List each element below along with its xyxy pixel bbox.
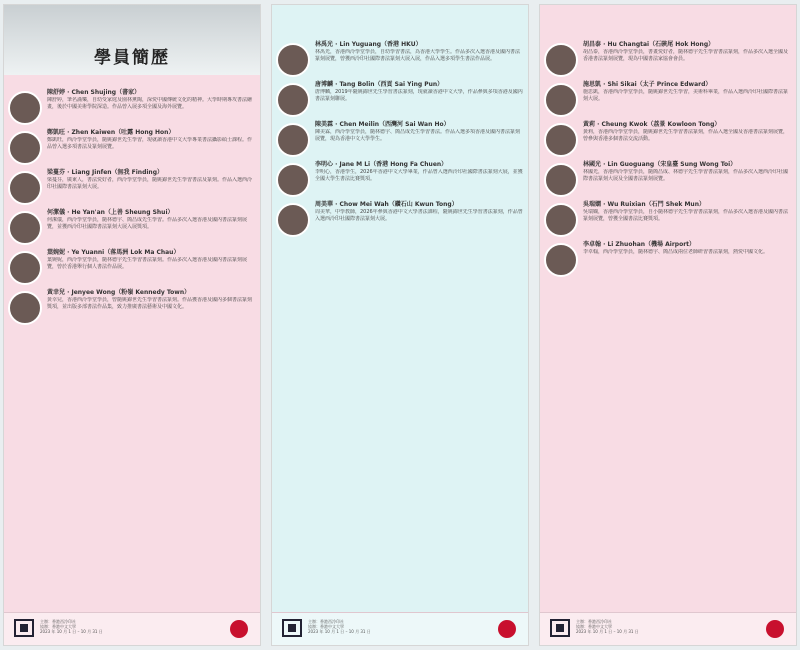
student-name: 林禹光 · Lin Yuguang（香港 HKU） xyxy=(315,41,422,48)
avatar xyxy=(8,211,42,245)
student-bio: 鄭凱旺，西泠學堂學員，隨姚錦世先生學習，現就讀香港中文大學專業書法攝影碩士課程。作品曾入選多項書法及篆刻展覽。 xyxy=(47,137,253,150)
poster-footer xyxy=(540,612,796,645)
footer-text: 主辦：香港西泠印社 協辦：香港中文大學 2023 年 10 月 1 日 – 10 月 31 日 xyxy=(576,619,639,634)
avatar xyxy=(8,91,42,125)
student-bio: 黃莉，香港西泠學堂學員，隨姚錦世先生學習書法篆刻，作品入選全國及香港書法篆刻展覽，曾參與香港多個書法交流活動。 xyxy=(583,129,789,142)
footer-text: 主辦：香港西泠印社 協辦：香港中文大學 2023 年 10 月 1 日 – 10 月 31 日 xyxy=(40,619,103,634)
avatar xyxy=(8,131,42,165)
avatar xyxy=(8,251,42,285)
student-name: 何潔儀 · He Yan'an（上善 Sheung Shui） xyxy=(47,209,174,216)
student-bio: 陳舒婷，筆名滿樂，自幼受家庭及園林薰陶，深愛中國傳統文化的精神。大學時期專攻書法繪畫，後於中國美術學院深造。作品曾入展多項全國及海外展覽。 xyxy=(47,97,253,110)
avatar xyxy=(8,291,42,325)
student-bio: 胡昌泰，香港西泠學堂學員，書畫愛好者，隨林德宇先生學習書法篆刻，作品多次入選全國及香港書法篆刻展覽，現為中國書法家協會會員。 xyxy=(583,49,789,62)
list-item xyxy=(8,209,256,245)
list-item xyxy=(276,41,524,77)
poster-panel-2 xyxy=(271,4,529,646)
seal-logo-icon xyxy=(498,620,516,638)
student-bio: 周美華，中學教師，2026年參與香港中文大學書法課程，隨姚錦世先生學習書法篆刻，作品曾入選西泠印社國際書法篆刻大展。 xyxy=(315,209,523,222)
panel-title: 學員簡歷 xyxy=(94,48,170,68)
student-name: 吳瑞嫻 · Wu Ruixian（石門 Shek Mun） xyxy=(583,201,705,208)
student-bio: 林國光，香港西泠學堂學員，隨簡昌成、林德宇先生學習書法篆刻，作品多次入選西泠印社國際書法篆刻大展及全國書法篆刻展覽。 xyxy=(583,169,789,182)
poster-panel-3 xyxy=(539,4,797,646)
student-name: 葉婉妮 · Ye Yuanni（落馬洲 Lok Ma Chau） xyxy=(47,249,180,256)
student-name: 施思凱 · Shi Sikai（太子 Prince Edward） xyxy=(583,81,712,88)
list-item xyxy=(8,129,256,165)
student-name: 黃幸兒 · Jenyee Wong（粉嶺 Kennedy Town） xyxy=(47,289,191,296)
student-bio: 施思凱，香港西泠學堂學員，隨姚錦世先生學習，美術科畢業，作品入選西泠印社國際書法篆刻大展。 xyxy=(583,89,789,102)
organizer-logo-icon xyxy=(550,619,570,637)
student-name: 李明心 · Jane M Li（香港 Hong Fa Chuen） xyxy=(315,161,448,168)
poster-panel-1 xyxy=(3,4,261,646)
student-bio: 李卓翰，西泠學堂學員，隨林德宇、簡昌成兩位老師研習書法篆刻，熱愛中國文化。 xyxy=(583,249,769,255)
list-item xyxy=(8,289,256,325)
list-item xyxy=(8,169,256,205)
student-name: 鄭凱旺 · Zhen Kaiwen（吐露 Hong Hon） xyxy=(47,129,175,136)
list-item xyxy=(276,201,524,237)
avatar xyxy=(276,123,310,157)
student-name: 胡昌泰 · Hu Changtai（石硤尾 Hok Hong） xyxy=(583,41,715,48)
student-bio: 唐博麟，2019年隨姚錦世先生學習書法篆刻，現就讀香港中文大學，作品參與多項香港及國內書法篆刻聯展。 xyxy=(315,89,523,102)
avatar xyxy=(544,163,578,197)
student-name: 林國光 · Lin Guoguang（宋皇臺 Sung Wong Toi） xyxy=(583,161,737,168)
student-name: 陳美霖 · Chen Meilin（西灣河 Sai Wan Ho） xyxy=(315,121,450,128)
list-item xyxy=(8,89,256,125)
student-name: 梁蔓芬 · Liang Jinfen（無我 Finding） xyxy=(47,169,163,176)
student-name: 李卓翰 · Li Zhuohan（機場 Airport） xyxy=(583,241,696,248)
student-list xyxy=(544,41,792,281)
student-list xyxy=(276,41,524,241)
organizer-logo-icon xyxy=(14,619,34,637)
avatar xyxy=(276,203,310,237)
student-bio: 李明心，香港學生，2026年香港中文大學畢業，作品曾入選西泠印社國際書法篆刻大展，並獲全國大學生書法比賽獎項。 xyxy=(315,169,523,182)
footer-text: 主辦：香港西泠印社 協辦：香港中文大學 2023 年 10 月 1 日 – 10 月 31 日 xyxy=(308,619,371,634)
student-name: 唐博麟 · Tang Bolin（西貢 Sai Ying Pun） xyxy=(315,81,444,88)
student-bio: 吳瑞嫻，香港西泠學堂學員，自小隨林德宇先生學習書法篆刻，作品多次入選香港及國內書法篆刻展覽，曾獲全國書法比賽獎項。 xyxy=(583,209,789,222)
list-item xyxy=(276,81,524,117)
list-item xyxy=(544,121,792,157)
list-item xyxy=(544,241,792,277)
list-item xyxy=(544,161,792,197)
poster-footer xyxy=(4,612,260,645)
seal-logo-icon xyxy=(230,620,248,638)
student-bio: 陳美霖，西泠學堂學員，隨林德宇、簡昌成先生學習書法。作品入選多項香港及國內書法篆刻展覽，現為香港中文大學學生。 xyxy=(315,129,521,142)
list-item xyxy=(544,41,792,77)
student-name: 陳舒婷 · Chen Shujing（書家） xyxy=(47,89,141,96)
student-bio: 黃幸兒，香港西泠學堂學員，曾隨姚錦世先生學習書法篆刻。作品獲香港及國內多個書法篆刻獎項，並出版多部書法作品集，致力推廣書法藝術及中國文化。 xyxy=(47,297,253,310)
poster-footer xyxy=(272,612,528,645)
avatar xyxy=(276,43,310,77)
avatar xyxy=(276,163,310,197)
avatar xyxy=(8,171,42,205)
list-item xyxy=(544,201,792,237)
list-item xyxy=(8,249,256,285)
student-name: 周美華 · Chow Mei Wah（鑽石山 Kwun Tong） xyxy=(315,201,458,208)
student-bio: 林禹光，香港西泠學堂學員，自幼學習書法，為香港大學學生。作品多次入選香港及國內書法篆刻展覽，曾獲西泠印社國際書法篆刻大展入展，作品入選多項學生書法作品展。 xyxy=(315,49,521,62)
student-list xyxy=(8,89,256,329)
list-item xyxy=(544,81,792,117)
list-item xyxy=(276,161,524,197)
student-name: 黃莉 · Cheung Kwok（荔景 Kowloon Tong） xyxy=(583,121,721,128)
seal-logo-icon xyxy=(766,620,784,638)
avatar xyxy=(544,243,578,277)
student-bio: 何潔儀，西泠學堂學員，隨林德宇、簡昌成先生學習。作品多次入選香港及國內書法篆刻展覽，並獲西泠印社國際書法篆刻大展入展獎項。 xyxy=(47,217,248,230)
student-bio: 葉婉妮，西泠學堂學員，隨林德宇先生學習書法篆刻。作品多次入選香港及國內書法篆刻展覽，曾於香港舉行個人書法作品展。 xyxy=(47,257,248,270)
avatar xyxy=(544,43,578,77)
avatar xyxy=(276,83,310,117)
student-bio: 梁蔓芬，廣東人，書法愛好者，西泠學堂學員，隨姚錦世先生學習書法及篆刻。作品入選西泠印社國際書法篆刻大展。 xyxy=(47,177,253,190)
avatar xyxy=(544,123,578,157)
list-item xyxy=(276,121,524,157)
organizer-logo-icon xyxy=(282,619,302,637)
avatar xyxy=(544,203,578,237)
avatar xyxy=(544,83,578,117)
